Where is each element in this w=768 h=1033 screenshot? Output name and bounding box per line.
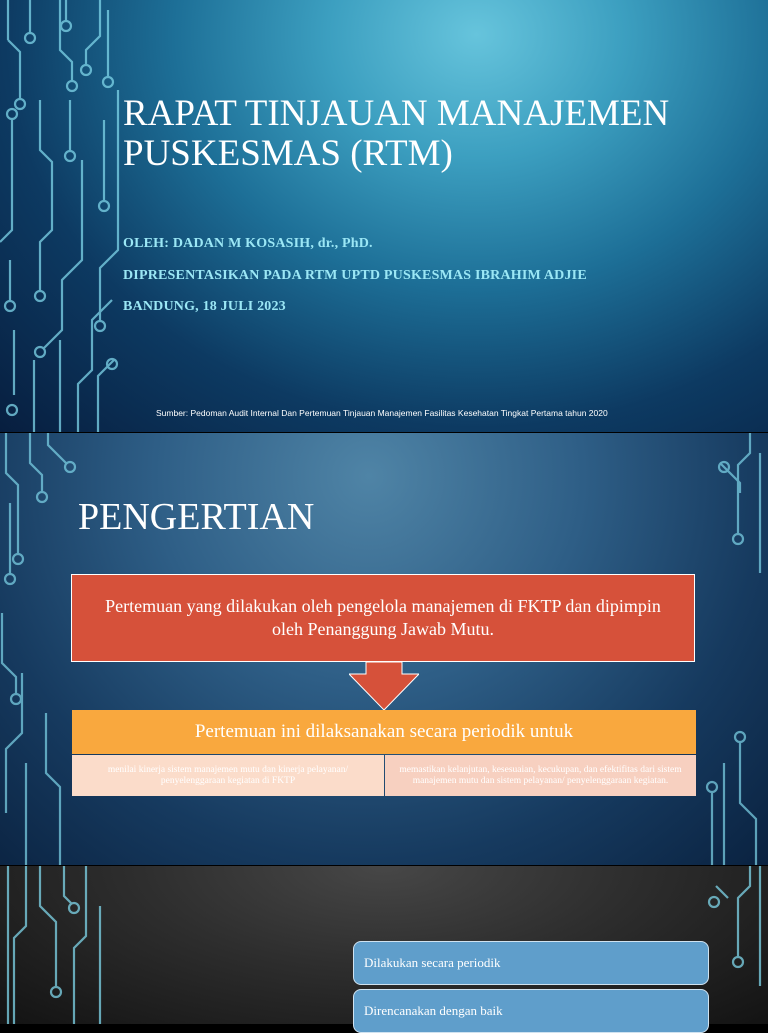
definition-text: Pertemuan yang dilakukan oleh pengelola manajemen di FKTP dan dipimpin oleh Penanggung Jawab Mutu.: [105, 596, 661, 639]
author-line: OLEH: DADAN M KOSASIH, dr., PhD.: [123, 236, 373, 251]
list-item-periodic[interactable]: Dilakukan secara periodik: [353, 941, 709, 985]
list-item-planned[interactable]: Direncanakan dengan baik: [353, 989, 709, 1033]
place-date-line: BANDUNG, 18 JULI 2023: [123, 299, 286, 314]
presented-at-line: DIPRESENTASIKAN PADA RTM UPTD PUSKESMAS IBRAHIM ADJIE: [123, 268, 587, 283]
source-note: Sumber: Pedoman Audit Internal Dan Pertemuan Tinjauan Manajemen Fasilitas Kesehatan Tingkat Pertama tahun 2020: [156, 408, 608, 418]
purpose-cell-right: memastikan kelanjutan, kesesuaian, kecukupan, dan efektifitas dari sistem manajemen mutu dan sistem pelayanan/ penyelenggaraan kegiatan.: [385, 755, 696, 796]
down-arrow-icon: [349, 662, 419, 710]
section-heading: PENGERTIAN: [78, 496, 315, 538]
title-slide: [0, 0, 768, 432]
presentation-title: RAPAT TINJAUAN MANAJEMEN PUSKESMAS (RTM): [123, 93, 670, 174]
circuit-pattern-decoration: [0, 0, 768, 432]
definition-box: [71, 574, 695, 662]
periodic-bar: Pertemuan ini dilaksanakan secara periodik untuk: [72, 710, 696, 754]
purpose-cell-left: menilai kinerja sistem manajemen mutu dan kinerja pelayanan/ penyelenggaraan kegiatan di FKTP: [72, 755, 384, 796]
